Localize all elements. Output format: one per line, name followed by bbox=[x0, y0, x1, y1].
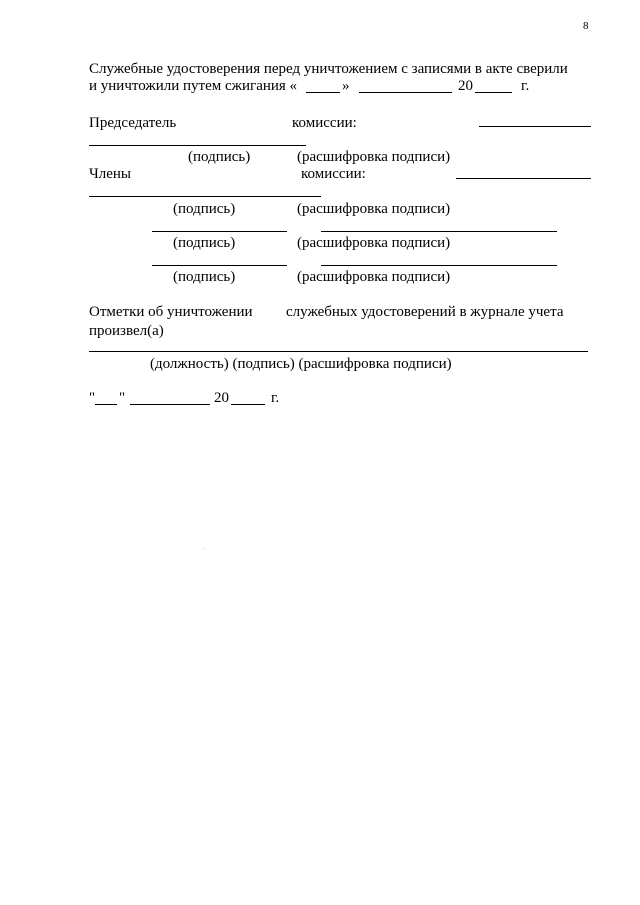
journal-caption: (должность) (подпись) (расшифровка подписи) bbox=[150, 356, 452, 372]
chair-signature-caption: (подпись) bbox=[188, 149, 251, 165]
day-blank bbox=[306, 92, 340, 93]
member-2-signature-caption: (подпись) bbox=[173, 235, 236, 251]
chair-signature-line bbox=[89, 145, 306, 146]
member-2-signature-line bbox=[152, 231, 287, 232]
year-blank bbox=[475, 92, 512, 93]
member-2-decoding-caption: (расшифровка подписи) bbox=[297, 235, 451, 251]
member-3-signature-caption: (подпись) bbox=[173, 269, 236, 285]
journal-entry-line bbox=[89, 351, 588, 352]
journal-line-1-part-2: служебных удостоверений в журнале учета bbox=[286, 304, 564, 320]
member-1-decoding-caption: (расшифровка подписи) bbox=[297, 201, 451, 217]
month-blank bbox=[359, 92, 452, 93]
chair-commission-label: комиссии: bbox=[292, 115, 357, 131]
scan-speck bbox=[203, 548, 204, 549]
member-3-decoding-line bbox=[321, 265, 557, 266]
date-open-quote: " bbox=[89, 390, 96, 406]
chair-label: Председатель bbox=[89, 115, 177, 131]
intro-line-2-close: » bbox=[342, 78, 350, 94]
members-label: Члены bbox=[89, 166, 131, 182]
members-extra-line bbox=[456, 178, 591, 179]
member-1-signature-line bbox=[89, 196, 321, 197]
journal-line-1-part-1: Отметки об уничтожении bbox=[89, 304, 253, 320]
date-day-blank bbox=[95, 404, 117, 405]
intro-line-1: Служебные удостоверения перед уничтожением с записями в акте сверили bbox=[89, 61, 568, 77]
date-year-blank bbox=[231, 404, 265, 405]
journal-line-2: произвел(а) bbox=[89, 323, 164, 339]
intro-year-prefix: 20 bbox=[458, 78, 473, 94]
page-number: 8 bbox=[583, 20, 589, 32]
member-1-signature-caption: (подпись) bbox=[173, 201, 236, 217]
member-2-decoding-line bbox=[321, 231, 557, 232]
date-month-blank bbox=[130, 404, 210, 405]
member-3-signature-line bbox=[152, 265, 287, 266]
date-year-prefix: 20 bbox=[214, 390, 229, 406]
date-suffix: г. bbox=[271, 390, 280, 406]
intro-year-suffix: г. bbox=[521, 78, 530, 94]
intro-line-2-start: и уничтожили путем сжигания « bbox=[89, 78, 298, 94]
chair-decoding-caption: (расшифровка подписи) bbox=[297, 149, 451, 165]
members-commission-label: комиссии: bbox=[301, 166, 366, 182]
date-close-quote: " bbox=[119, 390, 126, 406]
member-3-decoding-caption: (расшифровка подписи) bbox=[297, 269, 451, 285]
chair-extra-line bbox=[479, 126, 591, 127]
